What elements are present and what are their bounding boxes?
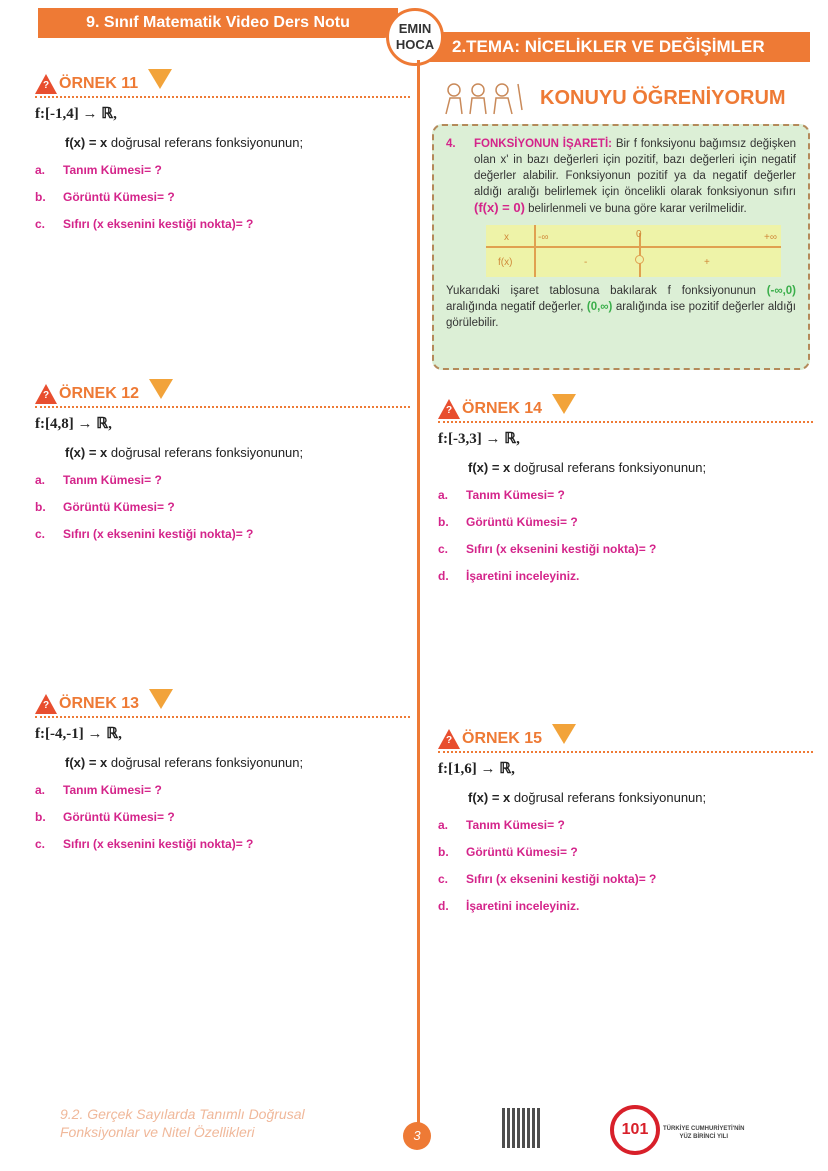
question-letter: b. <box>438 515 449 529</box>
question-text: Tanım Kümesi= ? <box>63 473 162 487</box>
question-letter: c. <box>35 527 46 541</box>
question-item <box>35 783 410 797</box>
warning-icon: ? <box>438 729 460 749</box>
question-letter: a. <box>438 818 449 832</box>
question-text: İşaretini inceleyiniz. <box>466 569 580 583</box>
question-letter: a. <box>438 488 449 502</box>
question-item <box>35 217 410 231</box>
question-letter: d. <box>438 899 449 913</box>
sign-table <box>486 225 781 277</box>
column-divider <box>417 60 420 1125</box>
question-letter: b. <box>35 500 46 514</box>
header-left-title: 9. Sınıf Matematik Video Ders Notu <box>38 8 398 38</box>
question-item <box>438 515 813 529</box>
info-formula: (f(x) = 0) <box>474 200 525 215</box>
example-title: ÖRNEK 14 <box>462 400 543 417</box>
question-letter: c. <box>35 837 46 851</box>
fx-text: doğrusal referans fonksiyonunun; <box>513 460 707 475</box>
logo-line-2: HOCA <box>395 37 435 52</box>
fx-label: f(x) = x <box>65 135 108 150</box>
konu-title: KONUYU ÖĞRENİYORUM <box>540 86 786 109</box>
info-text-4: aralığında negatif değerler, <box>446 301 584 313</box>
question-text: Görüntü Kümesi= ? <box>63 190 175 204</box>
example-15 <box>438 727 813 913</box>
table-minus: - <box>584 257 588 268</box>
function-definition: f:[-1,4] → ℝ, <box>35 106 117 122</box>
question-item <box>438 818 813 832</box>
function-definition: f:[-3,3] → ℝ, <box>438 431 520 447</box>
question-letter: a. <box>35 783 46 797</box>
footer-line-1: 9.2. Gerçek Sayılarda Tanımlı Doğrusal <box>60 1106 305 1122</box>
question-item <box>438 542 813 556</box>
question-text: Görüntü Kümesi= ? <box>63 810 175 824</box>
table-plus: + <box>704 257 710 268</box>
footer-topic <box>60 1105 305 1141</box>
function-statement <box>65 445 410 460</box>
question-item <box>35 473 410 487</box>
qr-code[interactable] <box>502 1108 542 1148</box>
example-header <box>35 382 410 408</box>
page-number: 3 <box>403 1122 431 1150</box>
question-item <box>35 500 410 514</box>
question-text: Sıfırı (x eksenini kestiği nokta)= ? <box>466 542 657 556</box>
question-text: İşaretini inceleyiniz. <box>466 899 580 913</box>
example-14 <box>438 397 813 583</box>
question-text: Sıfırı (x eksenini kestiği nokta)= ? <box>466 872 657 886</box>
info-box <box>432 124 810 370</box>
question-letter: c. <box>35 217 46 231</box>
warning-icon: ? <box>35 384 57 404</box>
question-item <box>438 845 813 859</box>
table-neg-inf: -∞ <box>538 232 549 243</box>
table-x-label: x <box>504 232 509 243</box>
question-text: Tanım Kümesi= ? <box>466 818 565 832</box>
fx-label: f(x) = x <box>65 755 108 770</box>
example-title: ÖRNEK 11 <box>59 75 139 92</box>
info-text-5: aralığında ise pozitif değerler aldığı görülebilir. <box>446 301 796 329</box>
interval-positive: (0,∞) <box>586 301 613 313</box>
question-item <box>35 190 410 204</box>
emblem-text <box>663 1125 744 1141</box>
warning-icon: ? <box>438 399 460 419</box>
question-item <box>35 163 410 177</box>
example-12 <box>35 382 410 541</box>
example-title: ÖRNEK 15 <box>462 730 543 747</box>
fx-label: f(x) = x <box>468 460 511 475</box>
question-letter: c. <box>438 872 449 886</box>
question-item <box>35 527 410 541</box>
header-theme-title: 2.TEMA: NİCELİKLER VE DEĞİŞİMLER <box>430 32 810 62</box>
example-title: ÖRNEK 13 <box>59 695 140 712</box>
logo-line-1: EMIN <box>398 21 432 36</box>
question-item <box>438 569 813 583</box>
example-header <box>35 72 410 98</box>
question-letter: b. <box>35 190 46 204</box>
function-statement <box>65 135 410 150</box>
question-text: Tanım Kümesi= ? <box>63 163 162 177</box>
info-heading: FONKSİYONUN İŞARETİ: <box>474 138 612 150</box>
question-letter: a. <box>35 163 46 177</box>
fx-text: doğrusal referans fonksiyonunun; <box>110 135 304 150</box>
info-text-2: belirlenmeli ve buna göre karar verilmelidir. <box>528 203 747 215</box>
example-13 <box>35 692 410 851</box>
fx-text: doğrusal referans fonksiyonunun; <box>110 445 304 460</box>
question-text: Görüntü Kümesi= ? <box>466 845 578 859</box>
question-item <box>35 837 410 851</box>
info-number: 4. <box>446 138 456 150</box>
info-text-1: Bir f fonksiyonu bağımsız değişken olan x' in bazı değerleri için pozitif, bazı değerleri için negatif değerler alabilir. Fonksiyonun pozitif ya da negatif değerler aldığı aralığı belirlemek için öncelikli olarak fonksiyonun sıfırı <box>474 138 797 198</box>
question-badge-icon <box>149 689 173 709</box>
example-11 <box>35 72 410 231</box>
example-header <box>35 692 410 718</box>
function-statement <box>468 790 813 805</box>
question-item <box>438 488 813 502</box>
question-item <box>438 899 813 913</box>
example-title: ÖRNEK 12 <box>59 385 140 402</box>
question-text: Tanım Kümesi= ? <box>63 783 162 797</box>
info-conclusion <box>446 283 796 331</box>
konu-header <box>440 80 786 116</box>
fx-text: doğrusal referans fonksiyonunun; <box>110 755 304 770</box>
function-statement <box>65 755 410 770</box>
function-definition: f:[4,8] → ℝ, <box>35 416 112 432</box>
question-text: Sıfırı (x eksenini kestiği nokta)= ? <box>63 527 254 541</box>
emblem-text-2: YÜZ BİRİNCİ YILI <box>679 1134 728 1140</box>
fx-text: doğrusal referans fonksiyonunun; <box>513 790 707 805</box>
table-fx-label: f(x) <box>498 257 513 268</box>
emblem-text-1: TÜRKİYE CUMHURİYETİ'NİN <box>663 1126 745 1132</box>
warning-icon: ? <box>35 74 57 94</box>
question-item <box>35 810 410 824</box>
question-badge-icon <box>148 69 172 89</box>
function-definition: f:[-4,-1] → ℝ, <box>35 726 122 742</box>
question-text: Sıfırı (x eksenini kestiği nokta)= ? <box>63 837 254 851</box>
info-text-3: Yukarıdaki işaret tablosuna bakılarak f fonksiyonunun <box>446 285 756 297</box>
question-text: Görüntü Kümesi= ? <box>466 515 578 529</box>
question-item <box>438 872 813 886</box>
emin-hoca-logo <box>386 8 444 66</box>
emblem-101: 101 <box>610 1105 660 1155</box>
question-letter: a. <box>35 473 46 487</box>
interval-negative: (-∞,0) <box>766 285 796 297</box>
fx-label: f(x) = x <box>65 445 108 460</box>
table-pos-inf: +∞ <box>764 232 777 243</box>
question-letter: d. <box>438 569 449 583</box>
example-header <box>438 397 813 423</box>
question-letter: b. <box>438 845 449 859</box>
function-statement <box>468 460 813 475</box>
students-icon <box>440 80 530 116</box>
function-definition: f:[1,6] → ℝ, <box>438 761 515 777</box>
question-badge-icon <box>552 724 576 744</box>
question-letter: c. <box>438 542 449 556</box>
question-text: Tanım Kümesi= ? <box>466 488 565 502</box>
question-text: Sıfırı (x eksenini kestiği nokta)= ? <box>63 217 254 231</box>
question-badge-icon <box>552 394 576 414</box>
table-zero: 0 <box>636 229 642 240</box>
warning-icon: ? <box>35 694 57 714</box>
question-badge-icon <box>149 379 173 399</box>
example-header <box>438 727 813 753</box>
question-text: Görüntü Kümesi= ? <box>63 500 175 514</box>
footer-line-2: Fonksiyonlar ve Nitel Özellikleri <box>60 1124 255 1140</box>
question-letter: b. <box>35 810 46 824</box>
fx-label: f(x) = x <box>468 790 511 805</box>
info-paragraph <box>446 136 796 217</box>
